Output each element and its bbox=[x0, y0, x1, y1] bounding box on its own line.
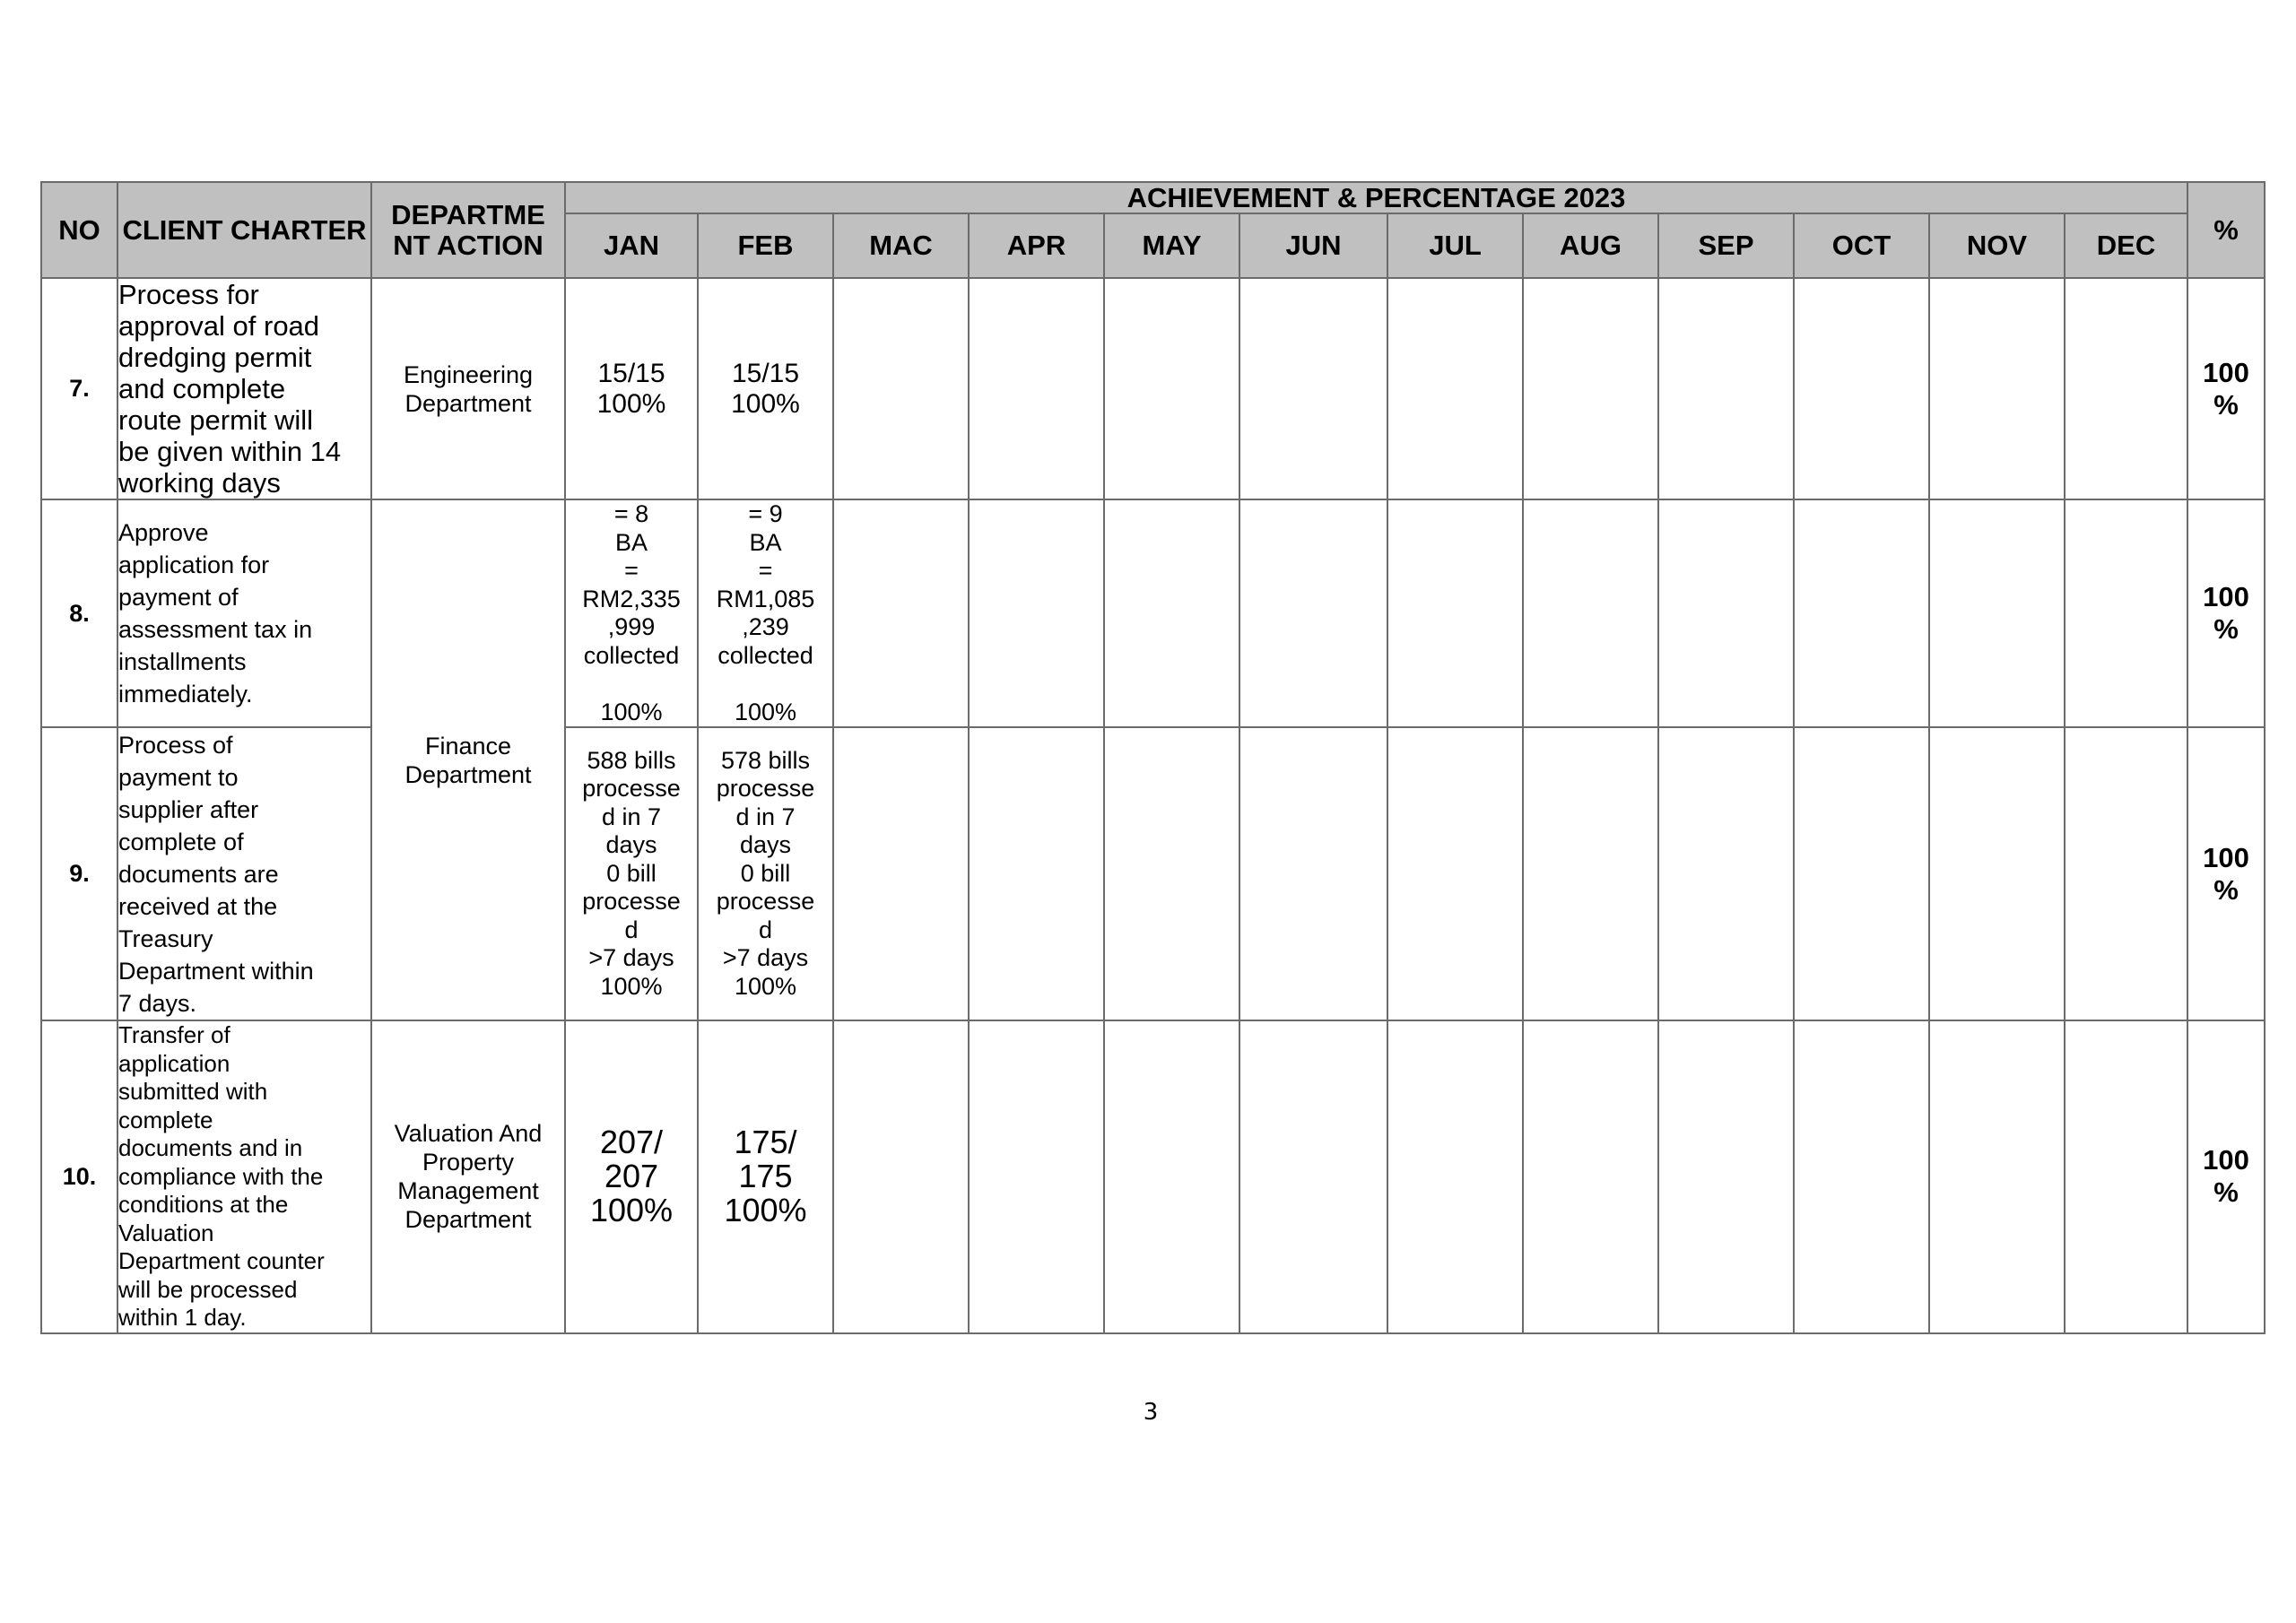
cell-text-line: days bbox=[605, 831, 657, 859]
feb-value bbox=[698, 499, 833, 727]
percent-value bbox=[2187, 1020, 2265, 1333]
cell-text-line: % bbox=[2213, 873, 2239, 906]
header-month-nov: NOV bbox=[1929, 213, 2065, 278]
cell-text-line: supplier after bbox=[118, 795, 259, 823]
cell-text-line: Finance bbox=[424, 732, 512, 759]
cell-text-line: days bbox=[739, 831, 792, 859]
cell-text-line: RM1,085 bbox=[716, 585, 815, 612]
cell-text-line: processe bbox=[716, 888, 815, 916]
jun-value bbox=[1239, 727, 1387, 1020]
table-row bbox=[41, 499, 2265, 727]
nov-value bbox=[1929, 1020, 2065, 1333]
jan-value bbox=[565, 278, 698, 499]
cell-text-line: submitted with bbox=[118, 1078, 268, 1105]
cell-text-line: BA bbox=[614, 528, 648, 556]
cell-text-line: processe bbox=[716, 775, 815, 803]
cell-text-line: within 1 day. bbox=[118, 1304, 247, 1331]
cell-text-line: 100% bbox=[734, 698, 797, 725]
jan-value bbox=[565, 727, 698, 1020]
cell-text-line: = 8 bbox=[613, 500, 649, 527]
cell-text-line: 100% bbox=[596, 388, 666, 419]
cell-text-line: % bbox=[2213, 613, 2239, 645]
cell-text-line: % bbox=[2213, 1176, 2239, 1209]
aug-value bbox=[1523, 499, 1658, 727]
cell-text-line: 100% bbox=[724, 1192, 807, 1229]
header-department-action bbox=[371, 182, 565, 278]
dec-value bbox=[2065, 278, 2187, 499]
header-month-aug: AUG bbox=[1523, 213, 1658, 278]
cell-text-line bbox=[699, 670, 832, 699]
aug-value bbox=[1523, 727, 1658, 1020]
client-charter-text bbox=[117, 278, 371, 499]
cell-text-line: Department bbox=[404, 389, 532, 417]
cell-text-line: 207/ bbox=[599, 1124, 664, 1161]
dec-value bbox=[2065, 499, 2187, 727]
oct-value bbox=[1794, 499, 1929, 727]
header-month-jun: JUN bbox=[1239, 213, 1387, 278]
apr-value bbox=[969, 278, 1104, 499]
aug-value bbox=[1523, 1020, 1658, 1333]
department-cell bbox=[371, 278, 565, 499]
client-charter-text bbox=[117, 1020, 371, 1333]
cell-text-line: collected bbox=[718, 641, 813, 669]
mac-value bbox=[833, 1020, 969, 1333]
percent-value bbox=[2187, 499, 2265, 727]
department-cell bbox=[371, 1020, 565, 1333]
header-no: NO bbox=[41, 182, 117, 278]
cell-text-line: ,239 bbox=[742, 613, 789, 640]
cell-text-line: route permit will bbox=[118, 404, 314, 436]
mac-value bbox=[833, 278, 969, 499]
may-value bbox=[1104, 1020, 1239, 1333]
cell-text-line: approval of road bbox=[118, 310, 320, 342]
cell-text-line: received at the bbox=[118, 892, 278, 920]
header-month-dec: DEC bbox=[2065, 213, 2187, 278]
cell-text-line: 100% bbox=[600, 972, 663, 1000]
cell-text-line: d in 7 bbox=[735, 803, 796, 830]
aug-value bbox=[1523, 278, 1658, 499]
cell-text-line: Approve bbox=[118, 519, 209, 546]
header-month-oct: OCT bbox=[1794, 213, 1929, 278]
client-charter-text bbox=[117, 727, 371, 1020]
cell-text-line: dredging permit bbox=[118, 342, 312, 373]
header-month-apr: APR bbox=[969, 213, 1104, 278]
cell-text-line: RM2,335 bbox=[582, 585, 681, 612]
cell-text-line: Management bbox=[397, 1177, 539, 1205]
cell-text-line: documents and in bbox=[118, 1134, 303, 1161]
row-number: 7. bbox=[41, 278, 117, 499]
cell-text-line: processe bbox=[582, 775, 681, 803]
cell-text-line: payment to bbox=[118, 763, 239, 791]
header-percent: % bbox=[2187, 182, 2265, 278]
cell-text-line: 175 bbox=[738, 1158, 793, 1195]
jul-value bbox=[1387, 1020, 1523, 1333]
percent-value bbox=[2187, 727, 2265, 1020]
sep-value bbox=[1658, 1020, 1794, 1333]
jul-value bbox=[1387, 278, 1523, 499]
cell-text-line: installments bbox=[118, 648, 247, 675]
cell-text-line: 0 bill bbox=[606, 859, 657, 887]
feb-value bbox=[698, 727, 833, 1020]
header-month-jan: JAN bbox=[565, 213, 698, 278]
cell-text-line: complete of bbox=[118, 828, 244, 855]
dec-value bbox=[2065, 1020, 2187, 1333]
cell-text-line: Process of bbox=[118, 731, 233, 759]
may-value bbox=[1104, 499, 1239, 727]
cell-text-line: Process for bbox=[118, 279, 259, 310]
department-cell bbox=[371, 499, 565, 1020]
cell-text-line: ,999 bbox=[607, 613, 656, 640]
cell-text-line bbox=[566, 670, 697, 699]
jan-value bbox=[565, 499, 698, 727]
cell-text-line: 100 bbox=[2203, 356, 2249, 388]
cell-text-line: 100% bbox=[589, 1192, 674, 1229]
jul-value bbox=[1387, 727, 1523, 1020]
cell-text-line: application bbox=[118, 1049, 230, 1077]
oct-value bbox=[1794, 278, 1929, 499]
may-value bbox=[1104, 727, 1239, 1020]
cell-text-line: Department counter bbox=[118, 1247, 325, 1274]
cell-text-line: >7 days bbox=[722, 944, 809, 972]
dec-value bbox=[2065, 727, 2187, 1020]
header-month-feb: FEB bbox=[698, 213, 833, 278]
cell-text-line: and complete bbox=[118, 373, 286, 404]
header-month-sep: SEP bbox=[1658, 213, 1794, 278]
achievement-table bbox=[40, 181, 2266, 1334]
jun-value bbox=[1239, 499, 1387, 727]
table-row bbox=[41, 278, 2265, 499]
cell-text-line: Valuation And bbox=[394, 1120, 543, 1148]
cell-text-line: Transfer of bbox=[118, 1021, 230, 1048]
cell-text-line: 15/15 bbox=[597, 358, 665, 388]
cell-text-line: d bbox=[624, 916, 639, 943]
header-month-mac: MAC bbox=[833, 213, 969, 278]
row-number: 9. bbox=[41, 727, 117, 1020]
cell-text-line: Valuation bbox=[118, 1219, 214, 1246]
cell-text-line: collected bbox=[583, 641, 680, 669]
cell-text-line: assessment tax in bbox=[118, 616, 313, 643]
cell-text-line: = 9 bbox=[748, 500, 783, 527]
cell-text-line: be given within 14 bbox=[118, 436, 342, 467]
cell-text-line: Treasury bbox=[118, 924, 213, 952]
cell-text-line: = bbox=[624, 557, 639, 584]
cell-text-line: d bbox=[758, 916, 773, 943]
cell-text-line: Engineering bbox=[403, 360, 534, 388]
cell-text-line: application for bbox=[118, 551, 270, 578]
sep-value bbox=[1658, 499, 1794, 727]
cell-text-line: Department bbox=[404, 760, 532, 788]
cell-text-line: d in 7 bbox=[601, 803, 662, 830]
feb-value bbox=[698, 278, 833, 499]
header-client-charter: CLIENT CHARTER bbox=[117, 182, 371, 278]
cell-text-line: compliance with the bbox=[118, 1162, 324, 1190]
mac-value bbox=[833, 499, 969, 727]
cell-text-line: Property bbox=[422, 1149, 515, 1176]
cell-text-line: % bbox=[2213, 388, 2239, 421]
cell-text-line: 7 days. bbox=[118, 989, 197, 1017]
nov-value bbox=[1929, 727, 2065, 1020]
page-number: 3 bbox=[1143, 1399, 1159, 1426]
cell-text-line: will be processed bbox=[118, 1275, 298, 1303]
header-department-line: DEPARTME bbox=[391, 198, 545, 230]
cell-text-line: 100% bbox=[731, 388, 800, 419]
cell-text-line: conditions at the bbox=[118, 1191, 289, 1218]
cell-text-line: 15/15 bbox=[731, 358, 800, 388]
header-month-jul: JUL bbox=[1387, 213, 1523, 278]
oct-value bbox=[1794, 1020, 1929, 1333]
sep-value bbox=[1658, 727, 1794, 1020]
cell-text-line: >7 days bbox=[588, 944, 674, 972]
cell-text-line: BA bbox=[749, 528, 782, 556]
header-month-may: MAY bbox=[1104, 213, 1239, 278]
header-row-top bbox=[41, 182, 2265, 213]
cell-text-line: 207 bbox=[604, 1158, 659, 1195]
cell-text-line: Department within bbox=[118, 957, 314, 985]
mac-value bbox=[833, 727, 969, 1020]
apr-value bbox=[969, 499, 1104, 727]
jun-value bbox=[1239, 278, 1387, 499]
header-department-line: NT ACTION bbox=[393, 229, 544, 261]
cell-text-line: payment of bbox=[118, 584, 239, 611]
cell-text-line: 100 bbox=[2203, 1144, 2249, 1176]
cell-text-line: immediately. bbox=[118, 681, 253, 707]
row-number: 10. bbox=[41, 1020, 117, 1333]
percent-value bbox=[2187, 278, 2265, 499]
cell-text-line: documents are bbox=[118, 860, 279, 888]
cell-text-line: = bbox=[758, 557, 773, 584]
nov-value bbox=[1929, 499, 2065, 727]
cell-text-line: 588 bills bbox=[587, 746, 676, 774]
cell-text-line: 100 bbox=[2203, 581, 2249, 612]
jul-value bbox=[1387, 499, 1523, 727]
table-row bbox=[41, 1020, 2265, 1333]
cell-text-line: 100% bbox=[600, 698, 663, 725]
cell-text-line: 0 bill bbox=[740, 859, 791, 887]
cell-text-line: 100 bbox=[2203, 841, 2249, 873]
oct-value bbox=[1794, 727, 1929, 1020]
cell-text-line: working days bbox=[118, 467, 281, 499]
cell-text-line: 100% bbox=[734, 972, 797, 1000]
header-achievement: ACHIEVEMENT & PERCENTAGE 2023 bbox=[565, 182, 2187, 213]
jun-value bbox=[1239, 1020, 1387, 1333]
cell-text-line: Department bbox=[404, 1206, 532, 1234]
cell-text-line: 175/ bbox=[734, 1124, 797, 1161]
apr-value bbox=[969, 727, 1104, 1020]
row-number: 8. bbox=[41, 499, 117, 727]
jan-value bbox=[565, 1020, 698, 1333]
may-value bbox=[1104, 278, 1239, 499]
client-charter-text bbox=[117, 499, 371, 727]
cell-text-line: 578 bills bbox=[720, 746, 811, 774]
cell-text-line: processe bbox=[582, 888, 681, 916]
sep-value bbox=[1658, 278, 1794, 499]
feb-value bbox=[698, 1020, 833, 1333]
cell-text-line: complete bbox=[118, 1106, 213, 1133]
nov-value bbox=[1929, 278, 2065, 499]
apr-value bbox=[969, 1020, 1104, 1333]
